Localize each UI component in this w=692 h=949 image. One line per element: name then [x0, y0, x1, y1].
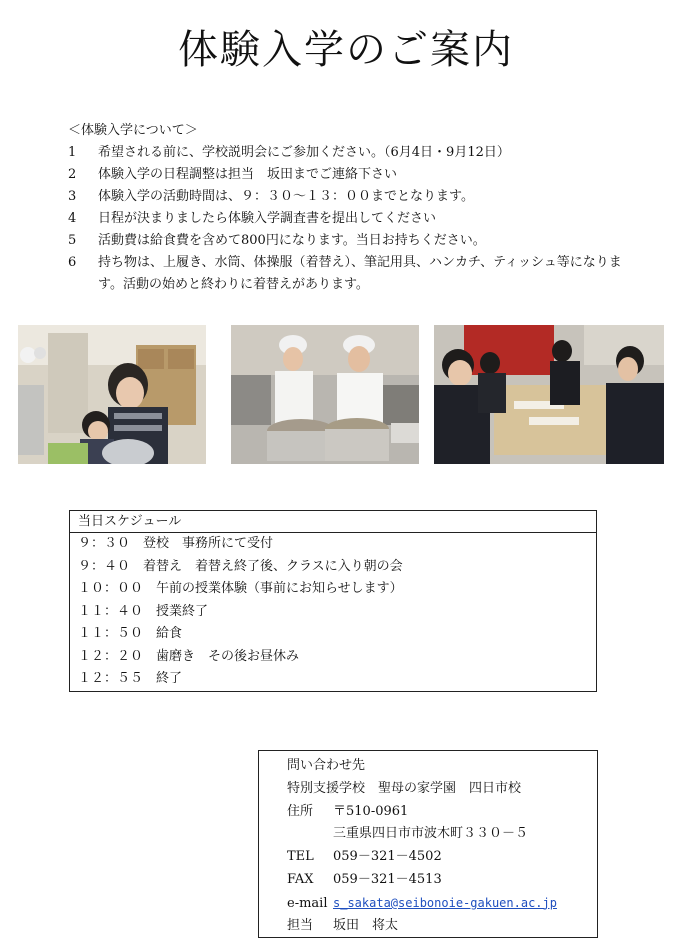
item-number: 4 [68, 211, 77, 226]
postal-code: 〒510-0961 [333, 803, 409, 819]
postal-row [287, 801, 597, 824]
list-item [68, 186, 628, 208]
contact-box [258, 750, 598, 938]
fax-row [287, 869, 597, 892]
item-text: 日程が決まりましたら体験入学調査書を提出してください [98, 211, 437, 226]
email-row [287, 892, 597, 915]
item-number: 1 [68, 145, 77, 160]
email-link[interactable]: s_sakata@seibonoie-gakuen.ac.jp [333, 895, 557, 910]
address-row [287, 823, 597, 846]
page-title: 体験入学のご案内 [178, 27, 514, 73]
item-number: 5 [68, 233, 77, 248]
about-section [68, 120, 628, 296]
address-text: 三重県四日市市波木町３３０－５ [333, 826, 529, 842]
schedule-row: １１：５０ 給食 [78, 626, 183, 641]
list-item [68, 164, 628, 186]
item-number: 3 [68, 189, 77, 204]
item-text: 希望される前に、学校説明会にご参加ください。（6月4日・9月12日） [98, 145, 510, 160]
item-text: 持ち物は、上履き、水筒、体操服（着替え）、筆記用具、ハンカチ、ティッシュ等になります。活動の始めと終わりに着替えがあります。 [98, 255, 622, 292]
list-item [68, 208, 628, 230]
tel-number: 059－321－4502 [333, 849, 442, 865]
photo-cooking [231, 325, 419, 464]
about-heading: ＜体験入学について＞ [68, 123, 198, 138]
item-text: 体験入学の活動時間は、９：３０～１３：００までとなります。 [98, 189, 474, 204]
school-name: 特別支援学校 聖母の家学園 四日市校 [287, 780, 522, 796]
tel-label: TEL [287, 849, 314, 865]
item-number: 2 [68, 167, 77, 182]
item-number: 6 [68, 255, 77, 270]
person-name: 坂田 将太 [333, 917, 399, 933]
fax-number: 059－321－4513 [333, 871, 442, 887]
tel-row [287, 846, 597, 869]
item-text: 体験入学の日程調整は担当 坂田までご連絡下さい [98, 167, 398, 182]
schedule-heading: 当日スケジュール [70, 511, 596, 533]
schedule-row: １２：２０ 歯磨き その後お昼休み [78, 648, 300, 664]
schedule-row: ９：４０ 着替え 着替え終了後、クラスに入り朝の会 [78, 558, 403, 574]
contact-heading: 問い合わせ先 [287, 758, 366, 773]
address-label: 住所 [287, 803, 314, 819]
photo-classroom [18, 325, 206, 464]
list-item [68, 230, 628, 252]
fax-label: FAX [287, 871, 314, 887]
schedule-row: １２：５５ 終了 [78, 671, 183, 686]
photo-desk-activity [434, 325, 664, 464]
schedule-row: １１：４０ 授業終了 [78, 603, 209, 619]
schedule-box [69, 510, 597, 692]
item-text: 活動費は給食費を含めて800円になります。当日お持ちください。 [98, 233, 486, 248]
email-label: e-mail [287, 895, 328, 911]
schedule-row: ９：３０ 登校 事務所にて受付 [78, 536, 274, 551]
list-item [68, 142, 628, 164]
person-label: 担当 [287, 917, 314, 933]
list-item [68, 252, 628, 296]
schedule-row: １０：００ 午前の授業体験（事前にお知らせします） [78, 581, 403, 596]
person-row [287, 915, 597, 938]
